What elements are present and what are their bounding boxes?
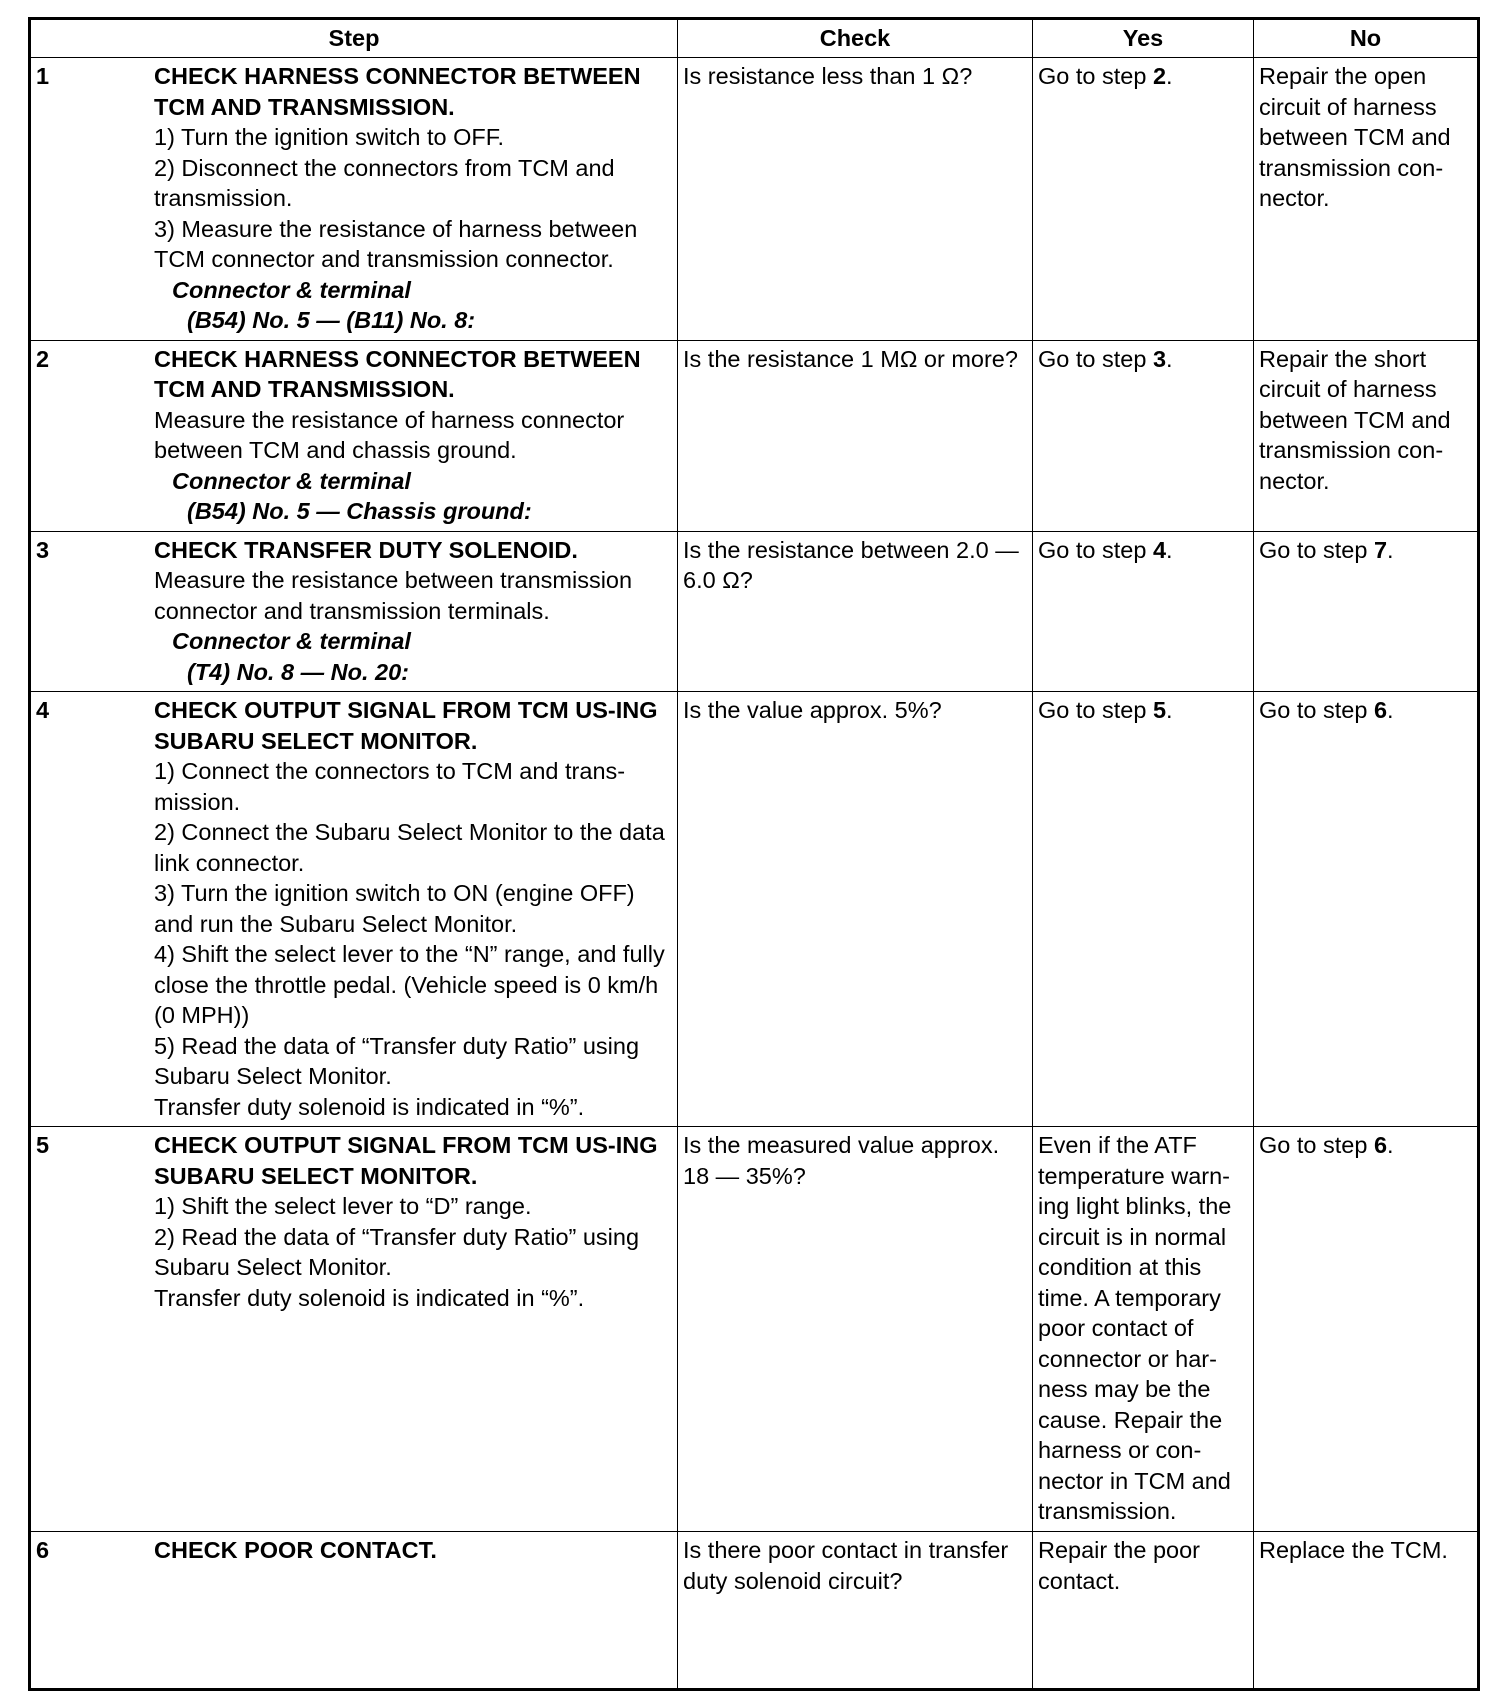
step-title: CHECK OUTPUT SIGNAL FROM TCM US-ING SUBARU SELECT MONITOR. bbox=[154, 1132, 658, 1189]
yes-text: Go to step bbox=[1038, 63, 1153, 89]
step-number: 4 bbox=[36, 697, 50, 723]
check-cell: Is resistance less than 1 Ω? bbox=[678, 58, 1033, 341]
yes-text-end: . bbox=[1166, 345, 1173, 372]
step-number: 6 bbox=[36, 1537, 50, 1563]
table-row bbox=[30, 1127, 1479, 1532]
step-line: 3) Measure the resistance of harness between TCM connector and transmission connector. bbox=[154, 215, 638, 272]
no-text-end: . bbox=[1387, 536, 1394, 563]
step-body bbox=[154, 1127, 677, 1317]
yes-text-end: . bbox=[1166, 697, 1173, 723]
no-text: Go to step bbox=[1259, 1132, 1374, 1158]
connector-terminal-label: Connector & terminal bbox=[172, 276, 411, 303]
check-cell: Is the resistance between 2.0 — 6.0 Ω? bbox=[678, 531, 1033, 692]
connector-terminal-label: Connector & terminal bbox=[172, 628, 411, 654]
step-line: 1) Shift the select lever to “D” range. bbox=[154, 1193, 532, 1219]
no-cell bbox=[1254, 531, 1479, 692]
step-body bbox=[154, 532, 677, 692]
check-cell: Is the resistance 1 MΩ or more? bbox=[678, 340, 1033, 531]
yes-step-number: 4 bbox=[1152, 536, 1167, 563]
step-cell bbox=[30, 58, 678, 341]
no-step-number: 6 bbox=[1373, 1132, 1388, 1158]
step-cell bbox=[30, 1127, 678, 1532]
yes-text: Go to step bbox=[1038, 697, 1153, 723]
step-cell bbox=[30, 692, 678, 1127]
connector-terminal-value: (B54) No. 5 — (B11) No. 8: bbox=[187, 307, 476, 333]
yes-step-number: 2 bbox=[1152, 63, 1167, 89]
no-cell: Replace the TCM. bbox=[1254, 1532, 1479, 1690]
no-cell: Repair the open circuit of harness between TCM and transmission con-nector. bbox=[1254, 58, 1479, 341]
no-text-end: . bbox=[1387, 697, 1394, 723]
step-body bbox=[154, 58, 677, 340]
step-line: 2) Disconnect the connectors from TCM and transmission. bbox=[154, 154, 615, 211]
table-row bbox=[30, 1532, 1479, 1690]
connector-terminal-value: (B54) No. 5 — Chassis ground: bbox=[187, 498, 532, 524]
yes-cell bbox=[1033, 58, 1254, 341]
step-title: CHECK HARNESS CONNECTOR BETWEEN TCM AND TRANSMISSION. bbox=[154, 63, 641, 120]
no-text: Go to step bbox=[1259, 697, 1374, 723]
header-no: No bbox=[1254, 19, 1479, 58]
step-line: Transfer duty solenoid is indicated in “%”. bbox=[154, 1284, 585, 1311]
step-cell bbox=[30, 531, 678, 692]
yes-text-end: . bbox=[1166, 536, 1173, 563]
header-check: Check bbox=[678, 19, 1033, 58]
table-row bbox=[30, 692, 1479, 1127]
step-line: Measure the resistance between transmission connector and transmission terminals. bbox=[154, 567, 633, 624]
yes-text-end: . bbox=[1166, 63, 1173, 89]
step-number: 5 bbox=[36, 1132, 50, 1158]
step-line: 2) Read the data of “Transfer duty Ratio” using Subaru Select Monitor. bbox=[154, 1223, 640, 1280]
check-cell: Is there poor contact in transfer duty solenoid circuit? bbox=[678, 1532, 1033, 1690]
no-step-number: 7 bbox=[1373, 536, 1388, 563]
step-body bbox=[154, 692, 677, 1126]
step-cell bbox=[30, 1532, 678, 1690]
step-title: CHECK TRANSFER DUTY SOLENOID. bbox=[154, 536, 578, 563]
yes-text: Go to step bbox=[1038, 345, 1153, 372]
step-number: 3 bbox=[36, 536, 50, 563]
step-line: 5) Read the data of “Transfer duty Ratio” using Subaru Select Monitor. bbox=[154, 1032, 640, 1089]
step-line: 3) Turn the ignition switch to ON (engine OFF) and run the Subaru Select Monitor. bbox=[154, 880, 635, 937]
yes-cell bbox=[1033, 531, 1254, 692]
header-step: Step bbox=[30, 19, 678, 58]
step-title: CHECK POOR CONTACT. bbox=[154, 1537, 437, 1563]
step-body bbox=[154, 341, 677, 531]
no-step-number: 6 bbox=[1373, 697, 1388, 723]
yes-step-number: 3 bbox=[1152, 345, 1167, 372]
table-row bbox=[30, 58, 1479, 341]
step-line: 1) Turn the ignition switch to OFF. bbox=[154, 124, 505, 150]
no-cell bbox=[1254, 692, 1479, 1127]
yes-cell: Even if the ATF temperature warn-ing light blinks, the circuit is in normal condition at this time. A temporary poor contact of connector or har-ness may be the cause. Repair the harness or con-nector in TCM and transmission. bbox=[1033, 1127, 1254, 1532]
no-text-end: . bbox=[1387, 1132, 1394, 1158]
header-row bbox=[30, 19, 1479, 58]
step-body bbox=[154, 1532, 677, 1570]
check-cell: Is the value approx. 5%? bbox=[678, 692, 1033, 1127]
diagnostic-table bbox=[28, 17, 1480, 1691]
step-line: 1) Connect the connectors to TCM and trans-mission. bbox=[154, 758, 626, 815]
connector-terminal-label: Connector & terminal bbox=[172, 467, 411, 494]
table-row bbox=[30, 531, 1479, 692]
step-title: CHECK OUTPUT SIGNAL FROM TCM US-ING SUBARU SELECT MONITOR. bbox=[154, 697, 658, 754]
step-cell bbox=[30, 340, 678, 531]
step-line: 2) Connect the Subaru Select Monitor to the data link connector. bbox=[154, 819, 665, 876]
yes-cell bbox=[1033, 340, 1254, 531]
yes-cell bbox=[1033, 692, 1254, 1127]
header-yes: Yes bbox=[1033, 19, 1254, 58]
no-cell: Repair the short circuit of harness between TCM and transmission con-nector. bbox=[1254, 340, 1479, 531]
yes-cell: Repair the poor contact. bbox=[1033, 1532, 1254, 1690]
yes-text: Go to step bbox=[1038, 536, 1153, 563]
no-cell bbox=[1254, 1127, 1479, 1532]
check-cell: Is the measured value approx. 18 — 35%? bbox=[678, 1127, 1033, 1532]
connector-terminal-value: (T4) No. 8 — No. 20: bbox=[187, 658, 409, 685]
yes-step-number: 5 bbox=[1152, 697, 1167, 723]
step-line: 4) Shift the select lever to the “N” range, and fully close the throttle pedal. (Vehicle speed is 0 km/h (0 MPH)) bbox=[154, 941, 665, 1028]
step-line: Measure the resistance of harness connector between TCM and chassis ground. bbox=[154, 406, 625, 463]
table-row bbox=[30, 340, 1479, 531]
step-line: Transfer duty solenoid is indicated in “%”. bbox=[154, 1093, 585, 1120]
step-number: 2 bbox=[36, 345, 50, 372]
no-text: Go to step bbox=[1259, 536, 1374, 563]
step-title: CHECK HARNESS CONNECTOR BETWEEN TCM AND TRANSMISSION. bbox=[154, 345, 641, 402]
step-number: 1 bbox=[36, 63, 50, 89]
